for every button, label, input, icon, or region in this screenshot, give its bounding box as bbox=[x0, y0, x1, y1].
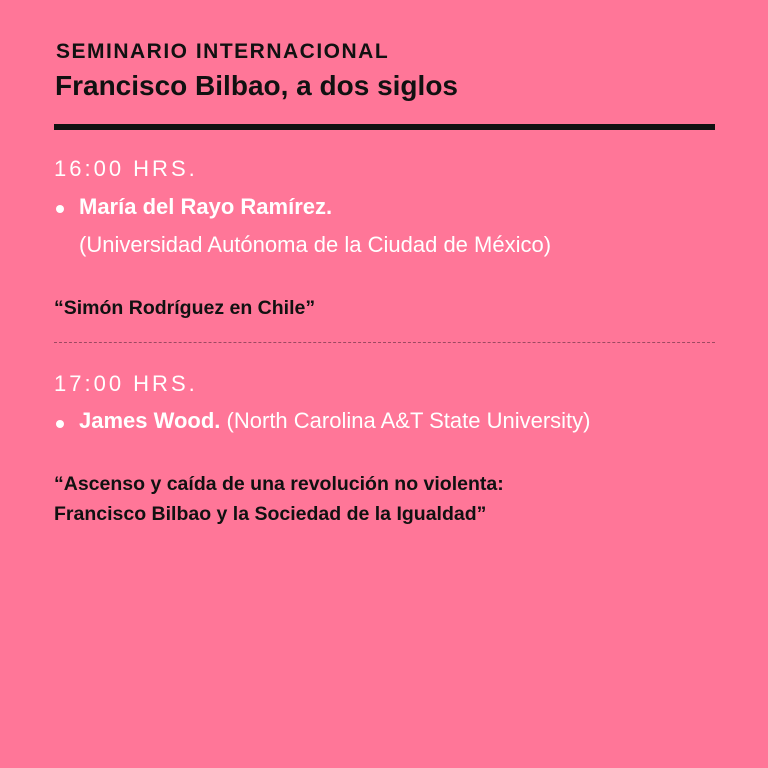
session-2-speaker-name: James Wood. bbox=[79, 408, 221, 433]
session-2-time: 17:00 HRS. bbox=[54, 371, 198, 396]
session-2-talk-title-line1: “Ascenso y caída de una revolución no violenta: bbox=[54, 473, 504, 495]
header-rule bbox=[54, 124, 715, 130]
session-1-affiliation: (Universidad Autónoma de la Ciudad de México) bbox=[79, 232, 552, 257]
seminar-eyebrow: SEMINARIO INTERNACIONAL bbox=[56, 40, 390, 63]
session-divider bbox=[54, 342, 715, 343]
session-1-speaker-name: María del Rayo Ramírez. bbox=[79, 194, 333, 219]
session-1-talk-title: “Simón Rodríguez en Chile” bbox=[54, 297, 316, 319]
session-1-bullet bbox=[56, 205, 64, 213]
session-2-affiliation: (North Carolina A&T State University) bbox=[226, 408, 591, 433]
session-1-speaker-line bbox=[79, 194, 332, 220]
session-2-talk-title-line2: Francisco Bilbao y la Sociedad de la Igualdad” bbox=[54, 503, 487, 525]
session-2-speaker-line bbox=[79, 408, 591, 434]
session-1-time: 16:00 HRS. bbox=[54, 156, 198, 181]
session-2-bullet bbox=[56, 420, 64, 428]
seminar-title: Francisco Bilbao, a dos siglos bbox=[55, 70, 458, 101]
